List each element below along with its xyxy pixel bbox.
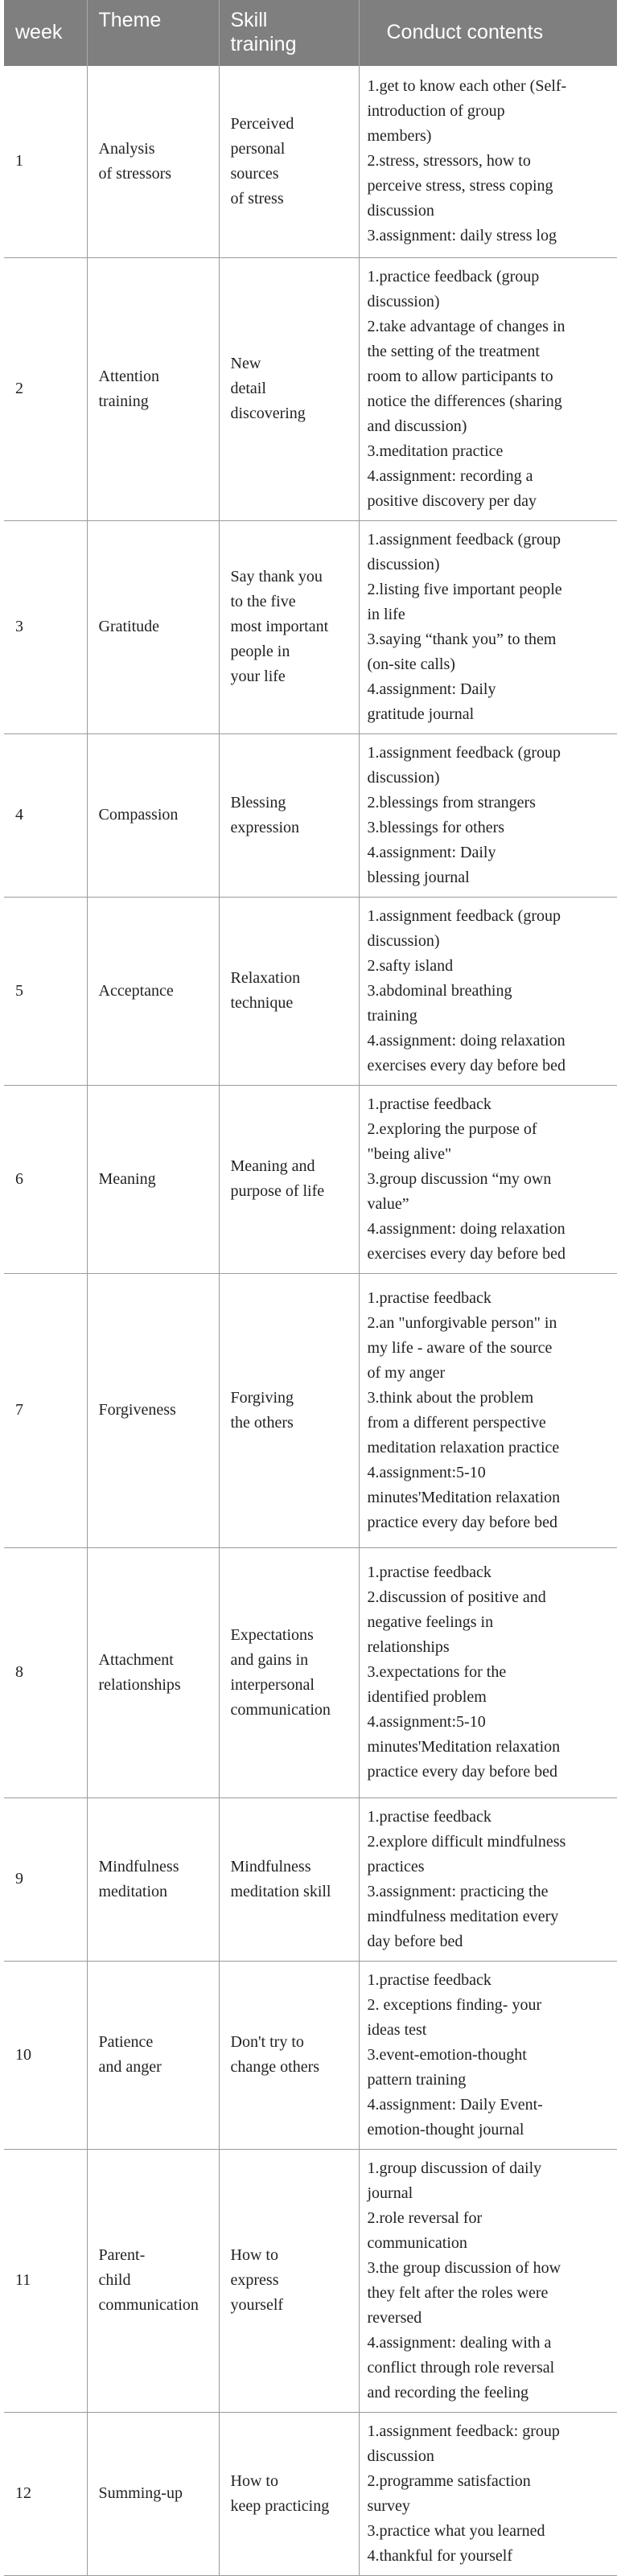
week-cell: 6 — [4, 1085, 87, 1273]
conduct-line: pattern training — [367, 2070, 467, 2089]
conduct-line: minutes'Meditation relaxation — [367, 1738, 561, 1756]
conduct-contents-cell — [359, 1273, 617, 1547]
skill-line: change others — [230, 2058, 320, 2076]
conduct-line: 3.expectations for the — [367, 1663, 507, 1681]
conduct-line: 3.think about the problem — [367, 1388, 534, 1407]
conduct-line: exercises every day before bed — [367, 1056, 566, 1074]
conduct-line: 4.assignment: dealing with a — [367, 2333, 552, 2352]
skill-line: New — [230, 355, 261, 372]
theme-cell — [87, 897, 219, 1085]
week-cell: 11 — [4, 2149, 87, 2412]
conduct-line: negative feelings in — [367, 1613, 494, 1631]
skill-line: your life — [230, 668, 286, 685]
conduct-line: discussion — [367, 2447, 434, 2465]
conduct-contents-cell — [359, 520, 617, 733]
conduct-line: 4.assignment: Daily — [367, 680, 496, 698]
conduct-line: gratitude journal — [367, 705, 475, 723]
skill-training-cell — [219, 257, 359, 520]
header-theme: Theme — [87, 0, 219, 66]
table-row — [4, 2149, 617, 2412]
conduct-line: relationships — [367, 1638, 450, 1656]
conduct-line: ideas test — [367, 2020, 427, 2039]
conduct-line: room to allow participants to — [367, 367, 553, 385]
table-row — [4, 1961, 617, 2149]
conduct-contents-cell — [359, 1085, 617, 1273]
conduct-line: 1.practise feedback — [367, 1970, 491, 1989]
theme-cell — [87, 1797, 219, 1961]
skill-training-cell — [219, 1085, 359, 1273]
skill-training-cell — [219, 520, 359, 733]
conduct-line: practice every day before bed — [367, 1513, 558, 1531]
table-row — [4, 66, 617, 257]
skill-line: people in — [230, 643, 290, 660]
conduct-line: 4.assignment: Daily Event- — [367, 2095, 543, 2114]
conduct-line: perceive stress, stress coping — [367, 177, 553, 195]
conduct-line: notice the differences (sharing — [367, 392, 562, 410]
conduct-line: 3.saying “thank you” to them — [367, 630, 557, 648]
header-skill-line: training — [230, 33, 297, 55]
conduct-line: introduction of group — [367, 102, 505, 121]
skill-line: most important — [230, 618, 329, 635]
theme-line: Attention — [98, 367, 160, 385]
table-row — [4, 733, 617, 897]
conduct-contents-cell — [359, 897, 617, 1085]
theme-line: Forgiveness — [98, 1401, 176, 1419]
skill-line: How to — [230, 2471, 278, 2490]
skill-line: Expectations — [230, 1625, 314, 1644]
conduct-line: conflict through role reversal — [367, 2358, 555, 2377]
theme-cell — [87, 1547, 219, 1797]
header-row — [4, 0, 617, 66]
skill-training-cell — [219, 66, 359, 257]
skill-line: and gains in — [230, 1650, 309, 1669]
header-week: week — [4, 0, 87, 66]
conduct-line: 1.group discussion of daily — [367, 2159, 542, 2177]
theme-cell — [87, 733, 219, 897]
skill-line: of stress — [230, 189, 284, 207]
skill-line: communication — [230, 1700, 331, 1719]
skill-line: How to — [230, 2246, 278, 2264]
table-body — [4, 66, 617, 2575]
skill-line: interpersonal — [230, 1675, 315, 1694]
theme-line: Acceptance — [98, 981, 174, 1000]
conduct-line: 2.listing five important people — [367, 580, 562, 598]
table-row — [4, 1085, 617, 1273]
theme-cell — [87, 257, 219, 520]
skill-line: the others — [230, 1413, 294, 1432]
conduct-line: value” — [367, 1194, 409, 1213]
conduct-line: positive discovery per day — [367, 491, 537, 510]
conduct-line: 1.assignment feedback: group — [367, 2422, 560, 2440]
conduct-line: 3.abdominal breathing — [367, 981, 512, 1000]
conduct-line: 2.exploring the purpose of — [367, 1120, 537, 1138]
conduct-line: and discussion) — [367, 417, 467, 435]
conduct-line: my life - aware of the source — [367, 1338, 553, 1357]
conduct-line: 1.get to know each other (Self- — [367, 77, 567, 96]
conduct-line: 2.programme satisfaction — [367, 2471, 531, 2490]
conduct-line: 2.discussion of positive and — [367, 1588, 546, 1606]
theme-cell — [87, 66, 219, 257]
conduct-line: communication — [367, 2233, 467, 2252]
conduct-line: emotion-thought journal — [367, 2120, 524, 2138]
program-table — [4, 0, 617, 2576]
conduct-line: 2.an "unforgivable person" in — [367, 1313, 557, 1332]
week-cell: 7 — [4, 1273, 87, 1547]
skill-training-cell — [219, 2412, 359, 2575]
conduct-line: 3.assignment: daily stress log — [367, 227, 557, 245]
conduct-line: 4.assignment:5-10 — [367, 1713, 486, 1731]
conduct-line: 3.group discussion “my own — [367, 1169, 552, 1188]
theme-cell — [87, 1961, 219, 2149]
conduct-line: 4.assignment: recording a — [367, 466, 533, 485]
skill-training-cell — [219, 1273, 359, 1547]
conduct-line: practice every day before bed — [367, 1763, 558, 1781]
conduct-line: 3.assignment: practicing the — [367, 1882, 549, 1900]
skill-training-cell — [219, 2149, 359, 2412]
theme-cell — [87, 2149, 219, 2412]
skill-training-cell — [219, 1961, 359, 2149]
theme-line: meditation — [98, 1882, 168, 1900]
skill-training-cell — [219, 897, 359, 1085]
conduct-line: the setting of the treatment — [367, 342, 540, 360]
skill-line: technique — [230, 994, 294, 1012]
conduct-line: and recording the feeling — [367, 2383, 528, 2401]
conduct-line: 2. exceptions finding- your — [367, 1995, 542, 2014]
conduct-line: discussion) — [367, 768, 440, 787]
conduct-line: 2.role reversal for — [367, 2208, 483, 2227]
conduct-line: 1.assignment feedback (group — [367, 906, 561, 925]
conduct-contents-cell — [359, 1797, 617, 1961]
skill-line: Relaxation — [230, 969, 301, 987]
theme-line: Attachment — [98, 1650, 174, 1669]
conduct-line: "being alive" — [367, 1144, 452, 1163]
conduct-line: members) — [367, 127, 432, 146]
conduct-line: 1.practise feedback — [367, 1807, 491, 1826]
conduct-line: 4.assignment: doing relaxation — [367, 1031, 565, 1050]
conduct-line: meditation relaxation practice — [367, 1438, 560, 1456]
conduct-line: 4.assignment: doing relaxation — [367, 1219, 565, 1238]
week-cell: 3 — [4, 520, 87, 733]
conduct-line: reversed — [367, 2308, 422, 2327]
skill-line: Blessing — [230, 793, 286, 811]
conduct-line: 1.assignment feedback (group — [367, 530, 561, 548]
conduct-line: 2.safty island — [367, 956, 454, 975]
skill-line: purpose of life — [230, 1182, 325, 1200]
table-row — [4, 1547, 617, 1797]
skill-line: to the five — [230, 593, 296, 610]
skill-line: Perceived — [230, 114, 294, 133]
week-cell: 8 — [4, 1547, 87, 1797]
conduct-line: day before bed — [367, 1932, 463, 1950]
conduct-line: mindfulness meditation every — [367, 1907, 559, 1925]
theme-cell — [87, 1085, 219, 1273]
skill-line: sources — [230, 164, 279, 183]
skill-line: meditation skill — [230, 1882, 331, 1900]
theme-line: of stressors — [98, 164, 172, 183]
table-row — [4, 2412, 617, 2575]
conduct-contents-cell — [359, 257, 617, 520]
theme-cell — [87, 2412, 219, 2575]
conduct-line: 3.event-emotion-thought — [367, 2045, 527, 2064]
theme-line: Parent- — [98, 2246, 146, 2264]
conduct-line: 4.thankful for yourself — [367, 2546, 513, 2565]
header-skill-training — [219, 0, 359, 66]
conduct-line: (on-site calls) — [367, 655, 455, 673]
conduct-line: survey — [367, 2496, 410, 2515]
conduct-line: discussion — [367, 202, 434, 220]
week-cell: 10 — [4, 1961, 87, 2149]
theme-cell — [87, 520, 219, 733]
table-row — [4, 1797, 617, 1961]
theme-line: Meaning — [98, 1169, 156, 1188]
theme-line: communication — [98, 2296, 199, 2314]
conduct-line: training — [367, 1006, 417, 1025]
skill-line: keep practicing — [230, 2496, 330, 2515]
conduct-line: 1.practice feedback (group — [367, 267, 540, 286]
week-cell: 5 — [4, 897, 87, 1085]
conduct-line: they felt after the roles were — [367, 2283, 549, 2302]
conduct-contents-cell — [359, 1961, 617, 2149]
table-row — [4, 1273, 617, 1547]
conduct-line: 2.stress, stressors, how to — [367, 152, 531, 171]
conduct-line: discussion) — [367, 931, 440, 950]
skill-line: Meaning and — [230, 1157, 315, 1175]
conduct-line: of my anger — [367, 1363, 446, 1382]
conduct-line: from a different perspective — [367, 1413, 546, 1432]
table-row — [4, 897, 617, 1085]
theme-line: Mindfulness — [98, 1857, 179, 1876]
conduct-line: 1.practise feedback — [367, 1288, 491, 1307]
conduct-line: in life — [367, 605, 405, 623]
week-cell: 4 — [4, 733, 87, 897]
header-skill-line: Skill — [230, 9, 268, 31]
skill-line: yourself — [230, 2296, 284, 2314]
conduct-line: discussion) — [367, 555, 440, 573]
skill-line: Don't try to — [230, 2033, 304, 2051]
conduct-contents-cell — [359, 733, 617, 897]
skill-line: express — [230, 2271, 279, 2289]
theme-line: Analysis — [98, 139, 155, 158]
theme-line: Gratitude — [98, 618, 160, 635]
skill-line: discovering — [230, 405, 306, 422]
skill-training-cell — [219, 1797, 359, 1961]
skill-line: personal — [230, 139, 286, 158]
conduct-line: journal — [367, 2184, 413, 2202]
conduct-contents-cell — [359, 2149, 617, 2412]
conduct-contents-cell — [359, 66, 617, 257]
conduct-line: 3.the group discussion of how — [367, 2258, 561, 2277]
conduct-line: discussion) — [367, 292, 440, 310]
conduct-line: 1.assignment feedback (group — [367, 743, 561, 762]
table-row — [4, 257, 617, 520]
theme-line: and anger — [98, 2058, 162, 2076]
conduct-line: 1.practise feedback — [367, 1095, 491, 1113]
conduct-contents-cell — [359, 1547, 617, 1797]
header-conduct-contents: Conduct contents — [359, 0, 617, 66]
theme-line: relationships — [98, 1675, 181, 1694]
conduct-line: minutes'Meditation relaxation — [367, 1488, 561, 1506]
conduct-line: exercises every day before bed — [367, 1244, 566, 1263]
conduct-line: 2.take advantage of changes in — [367, 317, 565, 335]
conduct-line: 2.blessings from strangers — [367, 793, 536, 811]
week-cell: 9 — [4, 1797, 87, 1961]
skill-line: Forgiving — [230, 1388, 294, 1407]
week-cell: 1 — [4, 66, 87, 257]
conduct-line: 4.assignment:5-10 — [367, 1463, 486, 1481]
conduct-line: practices — [367, 1857, 425, 1876]
week-cell: 2 — [4, 257, 87, 520]
theme-line: training — [98, 392, 149, 410]
theme-cell — [87, 1273, 219, 1547]
conduct-line: 3.blessings for others — [367, 818, 505, 836]
conduct-line: blessing journal — [367, 868, 470, 886]
conduct-line: 1.practise feedback — [367, 1563, 491, 1581]
conduct-contents-cell — [359, 2412, 617, 2575]
theme-line: Compassion — [98, 806, 179, 824]
skill-training-cell — [219, 733, 359, 897]
table-header — [4, 0, 617, 66]
skill-training-cell — [219, 1547, 359, 1797]
conduct-line: identified problem — [367, 1688, 487, 1706]
theme-line: Summing-up — [98, 2484, 183, 2502]
table-row — [4, 520, 617, 733]
skill-line: Mindfulness — [230, 1857, 311, 1876]
week-cell: 12 — [4, 2412, 87, 2575]
theme-line: Patience — [98, 2033, 154, 2051]
conduct-line: 4.assignment: Daily — [367, 843, 496, 861]
conduct-line: 3.meditation practice — [367, 442, 504, 460]
skill-line: Say thank you — [230, 568, 323, 585]
skill-line: detail — [230, 380, 266, 397]
theme-line: child — [98, 2271, 131, 2289]
conduct-line: 2.explore difficult mindfulness — [367, 1832, 566, 1851]
skill-line: expression — [230, 818, 300, 836]
conduct-line: 3.practice what you learned — [367, 2521, 545, 2540]
